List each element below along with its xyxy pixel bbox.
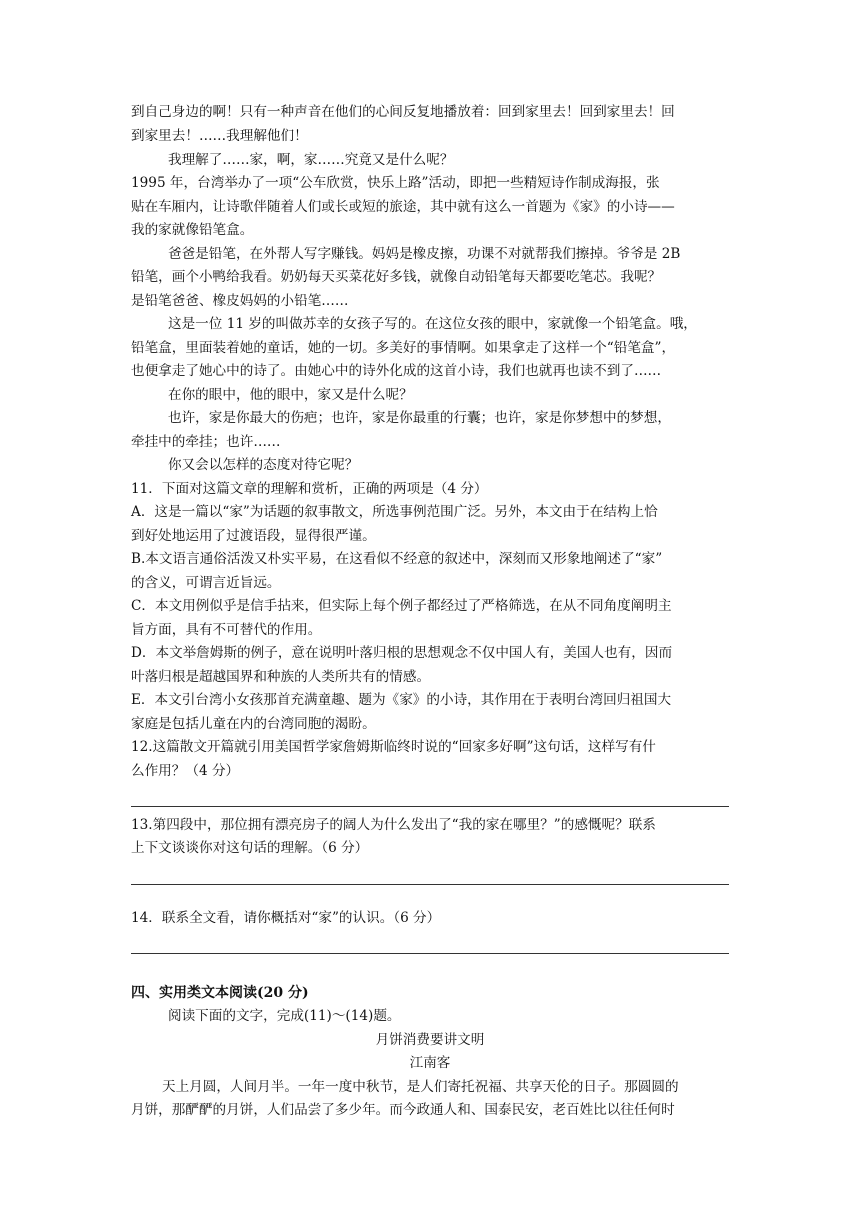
question-11-option-b: B.本文语言通俗活泼又朴实平易，在这看似不经意的叙述中，深刻而又形象地阐述了“家” [131,551,663,567]
question-11-option-a: A．这是一篇以“家”为话题的叙事散文，所选事例范围广泛。另外，本文由于在结构上恰 [131,504,658,520]
question-13-text: 13.第四段中，那位拥有漂亮房子的阔人为什么发出了“我的家在哪里？”的感慨呢？联系 [131,817,656,833]
article-paragraph-line: 月饼，那酽酽的月饼，人们品尝了多少年。而今政通人和、国泰民安，老百姓比以往任何时 [131,1102,675,1118]
answer-line [131,884,729,885]
question-11-option-c: C．本文用例似乎是信手拈来，但实际上每个例子都经过了严格筛选，在从不同角度阐明主 [131,598,672,614]
question-12-text: 12.这篇散文开篇就引用美国哲学家詹姆斯临终时说的“回家多好啊”这句话，这样写有什 [131,739,656,755]
question-11-option-e: 家庭是包括儿童在内的台湾同胞的渴盼。 [131,716,376,732]
section-heading: 四、实用类文本阅读(20 分) [131,985,309,1001]
passage-line: 铅笔，画个小鸭给我看。奶奶每天买菜花好多钱，就像自动铅笔每天都要吃笔芯。我呢？ [131,269,662,285]
question-11-option-a: 到好处地运用了过渡语段，显得很严谨。 [131,528,376,544]
question-11-option-d: 叶落归根是超越国界和种族的人类所共有的情感。 [131,669,431,685]
passage-line: 我理解了……家，啊，家……究竟又是什么呢？ [168,152,454,168]
passage-line: 在你的眼中，他的眼中，家又是什么呢？ [168,387,413,403]
question-12-text: 么作用？（4 分） [131,763,240,779]
passage-line: 是铅笔爸爸、橡皮妈妈的小铅笔…… [131,293,349,309]
article-title: 月饼消费要讲文明 [375,1032,485,1048]
question-11-option-d: D．本文举詹姆斯的例子，意在说明叶落归根的思想观念不仅中国人有，美国人也有，因而 [131,645,673,661]
answer-line [131,806,729,807]
passage-line: 也便拿走了她心中的诗了。由她心中的诗外化成的这首小诗，我们也就再也读不到了…… [131,363,662,379]
passage-line: 到家里去！……我理解他们！ [131,128,308,144]
passage-line: 爸爸是铅笔，在外帮人写字赚钱。妈妈是橡皮擦，功课不对就帮我们擦掉。爷爷是 2B [168,246,681,262]
passage-line: 到自己身边的啊！只有一种声音在他们的心间反复地播放着：回到家里去！回到家里去！回 [131,104,675,120]
section-instruction: 阅读下面的文字，完成(11)～(14)题。 [168,1008,401,1024]
passage-line: 牵挂中的牵挂；也许…… [131,434,281,450]
answer-line [131,953,729,954]
question-11-stem: 11．下面对这篇文章的理解和赏析，正确的两项是（4 分） [131,481,488,497]
passage-line: 贴在车厢内，让诗歌伴随着人们或长或短的旅途，其中就有这么一首题为《家》的小诗—— [131,199,675,215]
question-13-text: 上下文谈谈你对这句话的理解。（6 分） [131,840,369,856]
passage-line: 这是一位 11 岁的叫做苏幸的女孩子写的。在这位女孩的眼中，家就像一个铅笔盒。哦， [168,316,697,332]
question-11-option-c: 旨方面，具有不可替代的作用。 [131,622,322,638]
passage-line: 我的家就像铅笔盒。 [131,222,254,238]
article-author: 江南客 [409,1055,451,1071]
passage-line: 你又会以怎样的态度对待它呢？ [168,457,359,473]
passage-line: 1995 年，台湾举办了一项“公车欣赏，快乐上路”活动，即把一些精短诗作制成海报，张 [131,175,660,191]
article-paragraph-line: 天上月圆，人间月半。一年一度中秋节，是人们寄托祝福、共享天伦的日子。那圆圆的 [162,1079,679,1095]
question-14-text: 14．联系全文看，请你概括对“家”的认识。（6 分） [131,910,441,926]
passage-line: 铅笔盒，里面装着她的童话，她的一切。多美好的事情啊。如果拿走了这样一个“铅笔盒”， [131,340,676,356]
question-11-option-e: E．本文引台湾小女孩那首充满童趣、题为《家》的小诗，其作用在于表明台湾回归祖国大 [131,692,672,708]
passage-line: 也许，家是你最大的伤疤；也许，家是你最重的行囊；也许，家是你梦想中的梦想， [168,410,671,426]
question-11-option-b: 的含义，可谓言近旨远。 [131,575,281,591]
